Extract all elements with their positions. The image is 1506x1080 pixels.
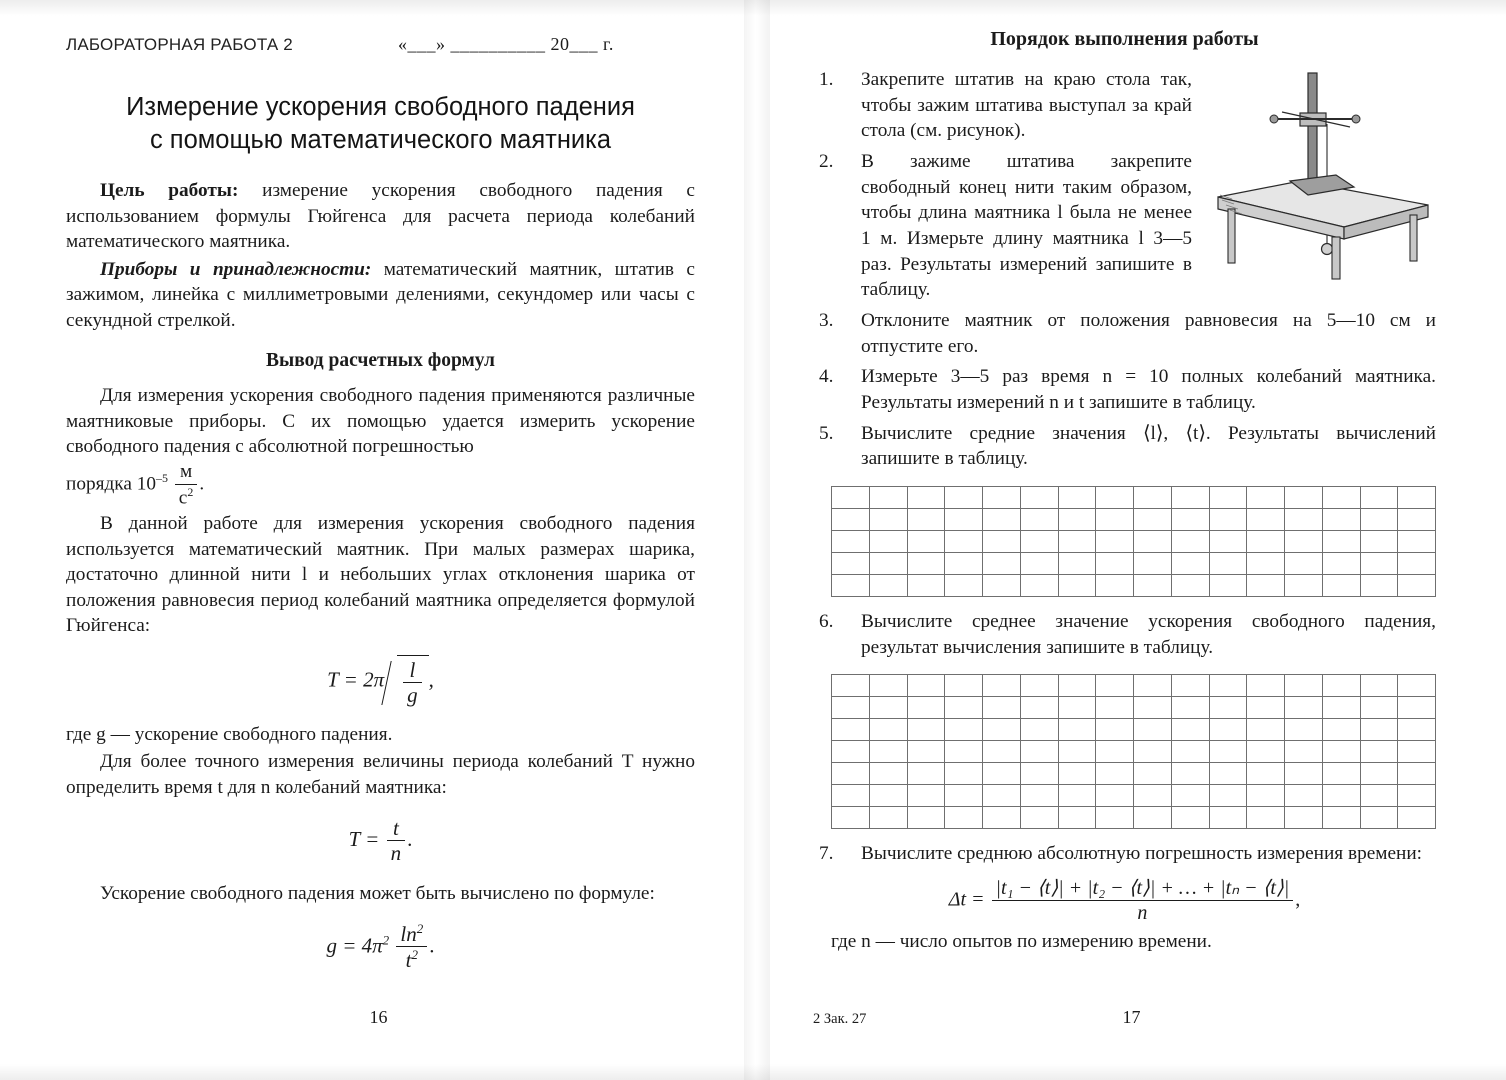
- formula-gravity: [66, 922, 695, 973]
- denominator-base: t: [405, 948, 412, 973]
- running-head-label: ЛАБОРАТОРНАЯ РАБОТА 2: [66, 35, 293, 54]
- table-cell[interactable]: [1134, 763, 1172, 785]
- table-cell[interactable]: [1398, 741, 1436, 763]
- table-cell[interactable]: [1134, 785, 1172, 807]
- table-cell[interactable]: [832, 508, 870, 530]
- table-cell[interactable]: [869, 719, 907, 741]
- table-cell[interactable]: [1020, 719, 1058, 741]
- table-cell[interactable]: [832, 807, 870, 829]
- table-cell[interactable]: [869, 785, 907, 807]
- table-cell[interactable]: [1209, 719, 1247, 741]
- table-cell[interactable]: [1322, 574, 1360, 596]
- table-cell[interactable]: [1360, 552, 1398, 574]
- table-cell[interactable]: [907, 574, 945, 596]
- sqrt-radicand: [397, 655, 429, 708]
- table-cell[interactable]: [1285, 719, 1323, 741]
- l-over-g-fraction: [403, 658, 422, 708]
- table-row: [832, 785, 1436, 807]
- table-cell[interactable]: [1058, 807, 1096, 829]
- table-cell[interactable]: [1171, 719, 1209, 741]
- table-cell[interactable]: [869, 552, 907, 574]
- unit-fraction: [175, 461, 198, 509]
- list-item-number: 4.: [819, 366, 834, 388]
- table-row: [832, 486, 1436, 508]
- t-over-n-fraction: [387, 816, 406, 866]
- table-cell[interactable]: [1322, 675, 1360, 697]
- table-cell[interactable]: [1285, 697, 1323, 719]
- page-title: [76, 91, 685, 156]
- table-cell[interactable]: [1398, 807, 1436, 829]
- table-cell[interactable]: [1398, 508, 1436, 530]
- table-cell[interactable]: [1134, 486, 1172, 508]
- table-cell[interactable]: [1171, 785, 1209, 807]
- table-row: [832, 574, 1436, 596]
- table-cell[interactable]: [1398, 574, 1436, 596]
- table-cell[interactable]: [907, 552, 945, 574]
- fraction-numerator: t: [392, 816, 399, 841]
- table-cell[interactable]: [907, 508, 945, 530]
- table-cell[interactable]: [1360, 741, 1398, 763]
- table-cell[interactable]: [1134, 574, 1172, 596]
- table-cell[interactable]: [1020, 763, 1058, 785]
- table-cell[interactable]: [1058, 697, 1096, 719]
- goal-paragraph: [66, 178, 695, 254]
- table-cell[interactable]: [1247, 530, 1285, 552]
- table-cell[interactable]: [1360, 508, 1398, 530]
- table-cell[interactable]: [1285, 552, 1323, 574]
- paragraph-1: Для измерения ускорения свободного падения применяются различные маятниковые приборы. С их помощью удается измерить ускорение свободного падения с абсолютной погрешностью: [66, 385, 695, 457]
- table-cell[interactable]: [1360, 719, 1398, 741]
- table-cell[interactable]: [832, 530, 870, 552]
- table-cell[interactable]: [1171, 552, 1209, 574]
- table-cell[interactable]: [1247, 719, 1285, 741]
- procedure-steps-continued-7: [813, 841, 1436, 867]
- list-item: [813, 421, 1436, 472]
- table-cell[interactable]: [1020, 530, 1058, 552]
- table-cell[interactable]: [1020, 785, 1058, 807]
- table-row: [832, 807, 1436, 829]
- table-cell[interactable]: [945, 552, 983, 574]
- where-line: где g — ускорение свободного падения.: [66, 723, 393, 745]
- table-cell[interactable]: [945, 763, 983, 785]
- results-table-1: [831, 486, 1436, 597]
- table-cell[interactable]: [1209, 763, 1247, 785]
- table-cell[interactable]: [907, 530, 945, 552]
- table-cell[interactable]: [945, 785, 983, 807]
- table-cell[interactable]: [983, 675, 1021, 697]
- table-cell[interactable]: [1360, 763, 1398, 785]
- list-item: [813, 364, 1436, 415]
- table-cell[interactable]: [945, 530, 983, 552]
- page-right: [757, 0, 1506, 1080]
- table-cell[interactable]: [1209, 807, 1247, 829]
- table-row: [832, 508, 1436, 530]
- fraction-denominator: n: [387, 840, 406, 866]
- list-item-number: 2.: [819, 150, 834, 172]
- table-cell[interactable]: [1209, 741, 1247, 763]
- procedure-heading: Порядок выполнения работы: [990, 28, 1259, 50]
- table-cell[interactable]: [832, 741, 870, 763]
- page-title-line1: Измерение ускорения свободного падения: [126, 93, 635, 121]
- table-cell[interactable]: [869, 530, 907, 552]
- table-cell[interactable]: [1171, 530, 1209, 552]
- table-cell[interactable]: [1209, 486, 1247, 508]
- table-cell[interactable]: [907, 719, 945, 741]
- table-cell[interactable]: [1058, 574, 1096, 596]
- list-item: [813, 609, 1436, 660]
- table-cell[interactable]: [983, 697, 1021, 719]
- table-cell[interactable]: [1209, 574, 1247, 596]
- list-item-number: 5.: [819, 422, 834, 444]
- table-cell[interactable]: [869, 486, 907, 508]
- table-cell[interactable]: [945, 486, 983, 508]
- table-cell[interactable]: [1360, 675, 1398, 697]
- unit-denominator-base: с: [178, 487, 188, 509]
- table-cell[interactable]: [832, 675, 870, 697]
- formula-huygens: [66, 655, 695, 708]
- table-cell[interactable]: [1020, 697, 1058, 719]
- table-cell[interactable]: [983, 574, 1021, 596]
- table-cell[interactable]: [1360, 486, 1398, 508]
- table-cell[interactable]: [1285, 675, 1323, 697]
- formula-huygens-tail: ,: [428, 667, 434, 692]
- formula-gravity-tail: .: [429, 933, 435, 958]
- table-cell[interactable]: [832, 486, 870, 508]
- table-cell[interactable]: [1322, 697, 1360, 719]
- table-cell[interactable]: [1171, 763, 1209, 785]
- numerator-base: ln: [400, 922, 417, 947]
- table-cell[interactable]: [832, 785, 870, 807]
- unit-denominator: [175, 484, 198, 510]
- table-cell[interactable]: [945, 574, 983, 596]
- table-cell[interactable]: [1209, 697, 1247, 719]
- running-head: [66, 34, 695, 55]
- table-cell[interactable]: [1171, 508, 1209, 530]
- order-prefix: порядка 10: [66, 473, 157, 495]
- table-cell[interactable]: [1058, 719, 1096, 741]
- paragraph-4: Ускорение свободного падения может быть вычислено по формуле:: [100, 882, 655, 904]
- table-cell[interactable]: [1096, 508, 1134, 530]
- table-cell[interactable]: [1398, 552, 1436, 574]
- table-cell[interactable]: [983, 719, 1021, 741]
- table-cell[interactable]: [983, 530, 1021, 552]
- fraction-numerator: l: [409, 657, 416, 682]
- table-row: [832, 763, 1436, 785]
- formula-huygens-lhs: T = 2π: [327, 667, 385, 692]
- table-cell[interactable]: [945, 508, 983, 530]
- table-cell[interactable]: [1209, 785, 1247, 807]
- results-table-2: [831, 674, 1436, 829]
- table-cell[interactable]: [907, 486, 945, 508]
- table-cell[interactable]: [1285, 574, 1323, 596]
- table-cell[interactable]: [1360, 697, 1398, 719]
- table-cell[interactable]: [1058, 785, 1096, 807]
- table-cell[interactable]: [1171, 807, 1209, 829]
- table-cell[interactable]: [983, 741, 1021, 763]
- equipment-text: математический маятник, штатив с зажимом, линейка с миллиметровыми делениями, секундомер или часы с секундной стрелкой.: [66, 258, 695, 331]
- paragraph-3: Для более точного измерения величины периода колебаний T нужно определить время t для n колебаний маятника:: [66, 751, 695, 798]
- list-item: [813, 149, 1436, 303]
- table-cell[interactable]: [907, 785, 945, 807]
- table-cell[interactable]: [1247, 675, 1285, 697]
- table-cell[interactable]: [1209, 675, 1247, 697]
- table-cell[interactable]: [1285, 486, 1323, 508]
- table-cell[interactable]: [1285, 741, 1323, 763]
- fraction-denominator: n: [992, 900, 1294, 925]
- table-cell[interactable]: [1058, 675, 1096, 697]
- table-cell[interactable]: [1360, 785, 1398, 807]
- table-cell[interactable]: [1360, 530, 1398, 552]
- table-cell[interactable]: [1058, 741, 1096, 763]
- equipment-label: Приборы и принадлежности:: [100, 258, 372, 280]
- table-cell[interactable]: [1134, 697, 1172, 719]
- table-cell[interactable]: [1134, 530, 1172, 552]
- table-cell[interactable]: [1398, 719, 1436, 741]
- table-cell[interactable]: [983, 807, 1021, 829]
- list-item: [813, 67, 1436, 144]
- table-row: [832, 530, 1436, 552]
- table-cell[interactable]: [983, 508, 1021, 530]
- list-item-number: 1.: [819, 69, 834, 90]
- closing-line: где n — число опытов по измерению времени.: [831, 930, 1212, 952]
- table-cell[interactable]: [1247, 574, 1285, 596]
- table-cell[interactable]: [832, 763, 870, 785]
- date-blank-line: «___» __________ 20___ г.: [397, 34, 614, 54]
- table-cell[interactable]: [1247, 697, 1285, 719]
- table-cell[interactable]: [1096, 741, 1134, 763]
- table-row: [832, 741, 1436, 763]
- table-cell[interactable]: [1134, 552, 1172, 574]
- numerator-exp: 2: [416, 921, 424, 937]
- list-item-text: Отклоните маятник от положения равновесия на 5—10 см и отпустите его.: [861, 309, 1436, 357]
- paragraph-1-tail: [66, 461, 695, 509]
- list-item-text: Измерьте 3—5 раз время n = 10 полных колебаний маятника. Результаты измерений n и t запишите в таблицу.: [861, 366, 1436, 413]
- table-cell[interactable]: [1134, 719, 1172, 741]
- formula-gravity-lhs: g = 4π: [326, 933, 383, 958]
- table-cell[interactable]: [869, 741, 907, 763]
- table-cell[interactable]: [1020, 741, 1058, 763]
- table-cell[interactable]: [1322, 807, 1360, 829]
- paragraph-2: В данной работе для измерения ускорения свободного падения используется математический маятник. При малых размерах шарика, достаточно длинной нити l и небольших углах отклонения шарика от положения равновесия период колебаний маятника определяется формулой Гюйгенса:: [66, 513, 695, 637]
- table-cell[interactable]: [1285, 807, 1323, 829]
- page-number-right: 17: [1122, 1007, 1141, 1027]
- table-cell[interactable]: [1171, 486, 1209, 508]
- table-cell[interactable]: [1247, 807, 1285, 829]
- formula-mean-absolute-error: [813, 877, 1436, 925]
- table-row: [832, 697, 1436, 719]
- error-fraction: [992, 877, 1294, 925]
- table-cell[interactable]: [1398, 785, 1436, 807]
- table-cell[interactable]: [1360, 807, 1398, 829]
- formula-error-tail: ,: [1295, 888, 1301, 911]
- table-cell[interactable]: [1096, 675, 1134, 697]
- table-cell[interactable]: [869, 697, 907, 719]
- table-cell[interactable]: [983, 552, 1021, 574]
- table-cell[interactable]: [1285, 785, 1323, 807]
- list-item-text: Вычислите среднее значение ускорения свободного падения, результат вычисления запишите в таблицу.: [861, 610, 1436, 658]
- list-item-text: В зажиме штатива закрепите свободный конец нити таким образом, чтобы длина маятника l была не менее 1 м. Измерьте длину маятника l 3—5 раз. Результаты измерений запишите в таблицу.: [861, 150, 1192, 301]
- list-item-text: Закрепите штатив на краю стола так, чтобы зажим штатива выступал за край стола (см. рисунок).: [861, 69, 1192, 142]
- table-cell[interactable]: [1171, 741, 1209, 763]
- table-cell[interactable]: [1209, 508, 1247, 530]
- formula-period: [66, 816, 695, 866]
- ln2-over-t2-fraction: [396, 922, 427, 973]
- table-cell[interactable]: [1020, 552, 1058, 574]
- table-cell[interactable]: [1096, 763, 1134, 785]
- table-cell[interactable]: [1247, 741, 1285, 763]
- table-cell[interactable]: [1322, 508, 1360, 530]
- table-cell[interactable]: [1247, 785, 1285, 807]
- table-row: [832, 552, 1436, 574]
- table-cell[interactable]: [1058, 508, 1096, 530]
- table-cell[interactable]: [1134, 675, 1172, 697]
- table-cell[interactable]: [1134, 807, 1172, 829]
- table-cell[interactable]: [1096, 486, 1134, 508]
- table-cell[interactable]: [1058, 552, 1096, 574]
- signature-mark: 2 Зак. 27: [813, 1011, 867, 1027]
- table-cell[interactable]: [1322, 785, 1360, 807]
- table-cell[interactable]: [1360, 574, 1398, 596]
- table-cell[interactable]: [1171, 574, 1209, 596]
- denominator-exp: 2: [411, 947, 419, 963]
- procedure-steps: [813, 67, 1436, 472]
- table-cell[interactable]: [907, 807, 945, 829]
- procedure-steps-continued-6: [813, 609, 1436, 660]
- table-cell[interactable]: [1020, 486, 1058, 508]
- page-title-line2: с помощью математического маятника: [149, 125, 612, 154]
- table-cell[interactable]: [907, 697, 945, 719]
- fraction-denominator: g: [403, 682, 422, 708]
- table-cell[interactable]: [1322, 741, 1360, 763]
- formula-error-lhs: Δt =: [948, 888, 985, 911]
- table-cell[interactable]: [832, 552, 870, 574]
- goal-label: Цель работы:: [100, 180, 239, 202]
- unit-numerator: м: [179, 461, 193, 483]
- table-cell[interactable]: [1096, 697, 1134, 719]
- table-cell[interactable]: [1058, 530, 1096, 552]
- list-item: [813, 841, 1436, 867]
- table-cell[interactable]: [1134, 741, 1172, 763]
- list-item-number: 3.: [819, 309, 834, 331]
- table-cell[interactable]: [1096, 530, 1134, 552]
- table-cell[interactable]: [1285, 530, 1323, 552]
- table-cell[interactable]: [1285, 508, 1323, 530]
- table-cell[interactable]: [832, 697, 870, 719]
- table-cell[interactable]: [1058, 486, 1096, 508]
- table-cell[interactable]: [869, 574, 907, 596]
- page-number-left: 16: [369, 1007, 388, 1027]
- section-subheading: Вывод расчетных формул: [265, 350, 495, 372]
- table-cell[interactable]: [1020, 807, 1058, 829]
- fraction-numerator: |t₁ − ⟨t⟩| + |t₂ − ⟨t⟩| + … + |tₙ − ⟨t⟩|: [995, 876, 1290, 899]
- table-cell[interactable]: [1209, 552, 1247, 574]
- fraction-numerator: [396, 922, 427, 946]
- order-suffix: .: [199, 473, 205, 495]
- table-cell[interactable]: [1171, 697, 1209, 719]
- table-row: [832, 675, 1436, 697]
- table-row: [832, 719, 1436, 741]
- formula-period-lhs: T =: [348, 827, 380, 852]
- table-cell[interactable]: [945, 807, 983, 829]
- table-cell[interactable]: [1398, 530, 1436, 552]
- formula-gravity-lhs-exp: 2: [382, 932, 390, 948]
- table-cell[interactable]: [945, 741, 983, 763]
- table-cell[interactable]: [1285, 763, 1323, 785]
- table-cell[interactable]: [1398, 763, 1436, 785]
- table-cell[interactable]: [1171, 675, 1209, 697]
- table-cell[interactable]: [869, 763, 907, 785]
- table-cell[interactable]: [945, 697, 983, 719]
- list-item: [813, 308, 1436, 359]
- table-cell[interactable]: [907, 741, 945, 763]
- equipment-paragraph: [66, 257, 695, 333]
- sqrt-symbol-icon: [384, 655, 429, 708]
- table-cell[interactable]: [907, 675, 945, 697]
- table-cell[interactable]: [1209, 530, 1247, 552]
- formula-period-tail: .: [407, 827, 413, 852]
- table-cell[interactable]: [869, 508, 907, 530]
- table-cell[interactable]: [1322, 552, 1360, 574]
- table-cell[interactable]: [1020, 574, 1058, 596]
- unit-denominator-exp: 2: [187, 484, 194, 499]
- table-cell[interactable]: [1322, 719, 1360, 741]
- table-cell[interactable]: [983, 785, 1021, 807]
- table-cell[interactable]: [1322, 486, 1360, 508]
- table-cell[interactable]: [1020, 675, 1058, 697]
- table-cell[interactable]: [983, 763, 1021, 785]
- table-cell[interactable]: [1247, 486, 1285, 508]
- table-cell[interactable]: [907, 763, 945, 785]
- table-cell[interactable]: [1096, 807, 1134, 829]
- list-item-text: Вычислите средние значения ⟨l⟩, ⟨t⟩. Результаты вычислений запишите в таблицу.: [861, 422, 1436, 470]
- table-cell[interactable]: [1096, 719, 1134, 741]
- table-cell[interactable]: [1134, 508, 1172, 530]
- table-cell[interactable]: [869, 675, 907, 697]
- list-item-number: 6.: [819, 610, 834, 632]
- table-cell[interactable]: [945, 675, 983, 697]
- table-cell[interactable]: [1096, 552, 1134, 574]
- table-cell[interactable]: [983, 486, 1021, 508]
- table-cell[interactable]: [1247, 552, 1285, 574]
- table-cell[interactable]: [1398, 675, 1436, 697]
- table-cell[interactable]: [1096, 574, 1134, 596]
- table-cell[interactable]: [832, 574, 870, 596]
- table-cell[interactable]: [1247, 508, 1285, 530]
- table-cell[interactable]: [1058, 763, 1096, 785]
- table-cell[interactable]: [1020, 508, 1058, 530]
- list-item-text: Вычислите среднюю абсолютную погрешность измерения времени:: [861, 843, 1423, 865]
- table-cell[interactable]: [1096, 785, 1134, 807]
- table-cell[interactable]: [832, 719, 870, 741]
- list-item-number: 7.: [819, 843, 834, 865]
- table-cell[interactable]: [1322, 530, 1360, 552]
- table-cell[interactable]: [1322, 763, 1360, 785]
- fraction-denominator: [396, 946, 427, 973]
- table-cell[interactable]: [1398, 486, 1436, 508]
- goal-text: измерение ускорения свободного падения с использованием формулы Гюйгенса для расчета периода колебаний математического маятника.: [66, 180, 695, 253]
- table-cell[interactable]: [945, 719, 983, 741]
- table-cell[interactable]: [1247, 763, 1285, 785]
- table-cell[interactable]: [1398, 697, 1436, 719]
- table-cell[interactable]: [869, 807, 907, 829]
- order-exponent: –5: [156, 471, 168, 486]
